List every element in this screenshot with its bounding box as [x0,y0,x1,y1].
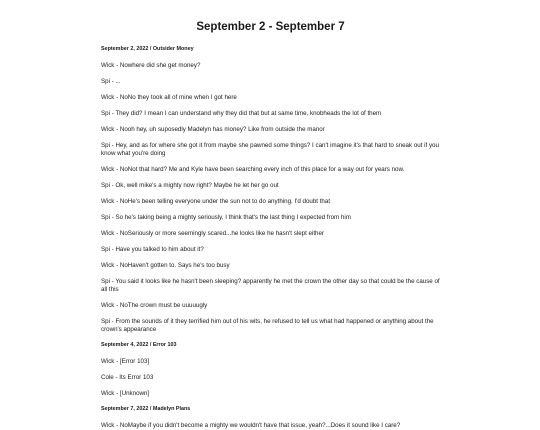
dialogue-line: Wick - Nowhere did she get money? [101,62,201,69]
dialogue-line: Wick - [Unknown] [101,390,150,397]
dialogue-line: Wick - Nooh hey, uh suposedly Madelyn has money? Like from outside the manor [101,126,325,133]
section-heading: September 4, 2022 / Error 103 [101,342,177,348]
dialogue-line: Cole - Its Error 103 [101,374,154,381]
dialogue-line: Spi - From the sounds of it they terrified him out of his wits, he refused to tell us what had happened or anything about the crown's appearance [101,318,434,333]
log-section [101,342,440,398]
dialogue-line: Wick - NoThe crown must be uuuuugly [101,302,208,309]
section-heading: September 2, 2022 / Outsider Money [101,46,194,52]
dialogue-line: Wick - [Error 103] [101,358,150,365]
dialogue-line: Wick - NoHaven't gotten to. Says he's too busy [101,262,230,269]
dialogue-line: Wick - NoSeriously or more seemingly scared...he looks like he hasn't slept either [101,230,324,237]
dialogue-line: Spi - Ok, well mike's a mighty now right? Maybe he let her go out [101,182,279,189]
section-heading: September 7, 2022 / Madelyn Plans [101,406,191,412]
dialogue-line: Spi - They did? I mean I can understand why they did that but at same time, knobheads the lot of them [101,110,382,117]
dialogue-line: Wick - NoNo they took all of mine when I got here [101,94,237,101]
dialogue-line: Spi - So he's taking being a mighty seriously, I think that's the last thing I expected from him [101,214,351,221]
dialogue-line: Spi - Have you talked to him about it? [101,246,204,253]
dialogue-line: Wick - NoMaybe if you didn't become a mighty we wouldn't have that issue, yeah?...Does it sound like I care? [101,422,401,429]
dialogue-line: Spi - You said it looks like he hasn't been sleeping? apparently he met the crown the other day so that could be the cause of all this [101,278,440,293]
dialogue-line: Spi - Hey, and as for where she got it from maybe she pawned some things? I can't imagine it's that hard to sneak out if you know what you're doing [101,142,439,157]
document-title: September 2 - September 7 [196,21,345,33]
log-section [101,406,440,430]
dialogue-line: Wick - NoNot that hard? Me and Kyle have been searching every inch of this place for a way out for years now. [101,166,405,173]
dialogue-line: Spi - ... [101,78,121,85]
dialogue-line: Wick - NoHe's been telling everyone under the sun not to do anything. I'd doubt that [101,198,331,205]
log-section [101,46,440,334]
